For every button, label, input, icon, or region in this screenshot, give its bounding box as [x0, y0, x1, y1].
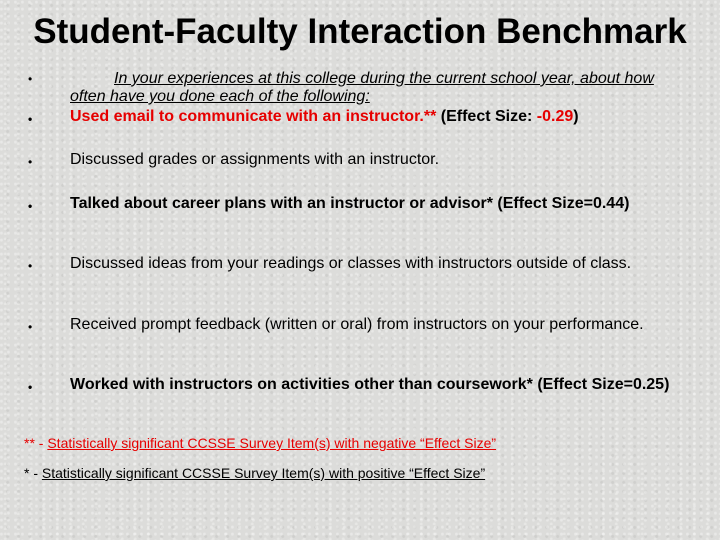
item-text: Discussed ideas from your readings or classes with instructors outside of class.: [70, 255, 632, 272]
prompt-text: In your experiences at this college during the current school year, about how often have you done each of the following:: [70, 70, 654, 105]
footnote-marker: * -: [24, 465, 38, 481]
item-text: Worked with instructors on activities other than coursework* (Effect Size=0.25): [70, 376, 670, 393]
bullet: •: [28, 112, 33, 126]
item-text: Used email to communicate with an instructor.: [70, 108, 424, 125]
footnote-text: Statistically significant CCSSE Survey Item(s) with negative “Effect Size”: [47, 435, 497, 451]
effect-size-label: (Effect Size:: [436, 108, 537, 125]
bullet: •: [28, 320, 33, 334]
bullet: •: [28, 380, 33, 394]
bullet: •: [28, 155, 33, 169]
bullet: •: [28, 199, 33, 213]
bullet: •: [28, 72, 33, 86]
footnote-positive: [24, 465, 485, 481]
effect-size-value: -0.29: [536, 108, 574, 125]
footnote-text: Statistically significant CCSSE Survey Item(s) with positive “Effect Size”: [41, 465, 486, 481]
item-text: Talked about career plans with an instructor or advisor* (Effect Size=0.44): [70, 195, 630, 212]
bullet: •: [28, 259, 33, 273]
item-text: Discussed grades or assignments with an instructor.: [70, 151, 440, 168]
effect-size-close: ): [573, 108, 579, 125]
item-text: Received prompt feedback (written or oral) from instructors on your performance.: [70, 316, 644, 333]
footnote-negative: [24, 435, 496, 451]
footnote-marker: ** -: [24, 435, 44, 451]
slide-title: Student-Faculty Interaction Benchmark: [33, 12, 687, 51]
significance-marker: **: [423, 108, 437, 125]
